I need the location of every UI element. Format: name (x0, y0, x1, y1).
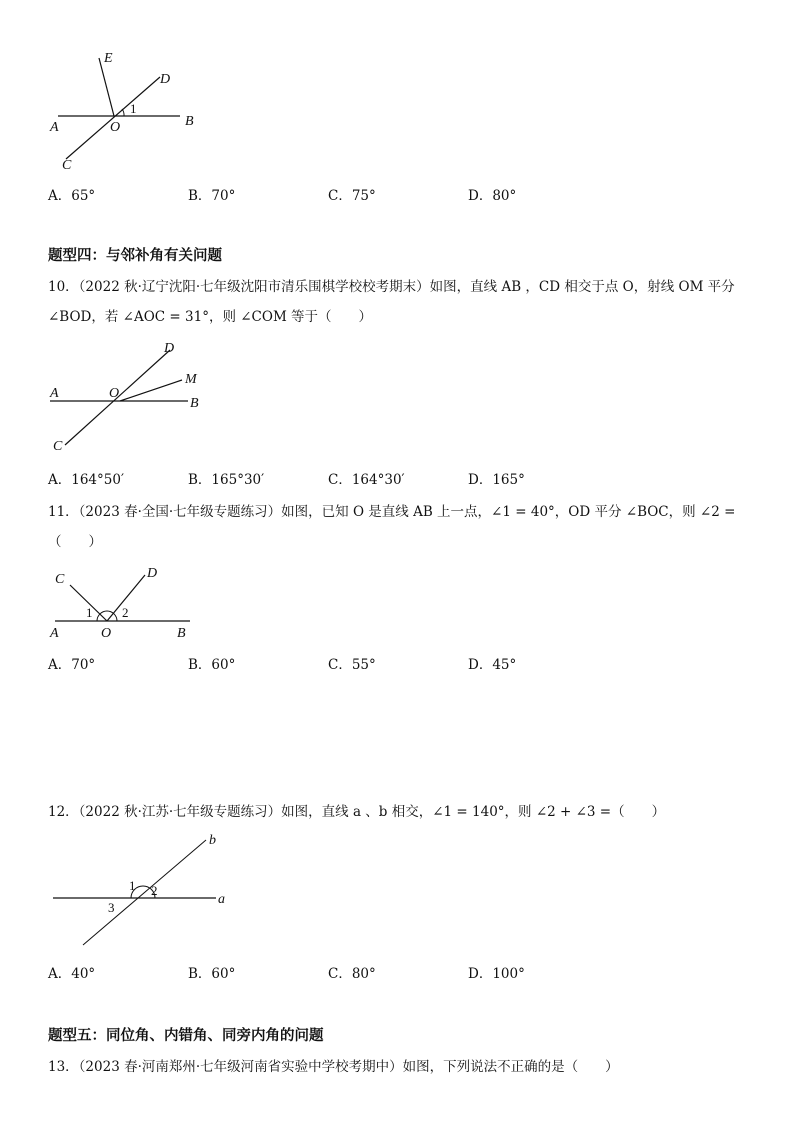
q10-stem-line1: 10．（2022 秋·辽宁沈阳·七年级沈阳市清乐围棋学校校考期末）如图，直线 AB ，CD 相交于点 O，射线 OM 平分 (48, 279, 735, 295)
label-m: M (185, 372, 197, 387)
q12-option-d[interactable] (468, 962, 525, 982)
option-letter: B． (188, 966, 212, 982)
option-text: 60° (211, 657, 236, 673)
q12-option-a[interactable] (48, 962, 95, 982)
line-b (83, 840, 206, 945)
option-letter: B． (188, 657, 212, 673)
ray-oe (99, 58, 114, 116)
option-letter: D． (468, 657, 493, 673)
option-text: 70° (211, 188, 236, 204)
q10-stem-line2: ∠BOD，若 ∠AOC = 31°，则 ∠COM 等于（ ） (48, 309, 373, 325)
q11-option-c[interactable] (328, 653, 376, 673)
q10-option-d[interactable] (468, 468, 525, 488)
option-letter: C． (328, 966, 352, 982)
label-angle-3: 3 (108, 900, 115, 915)
q9-option-c[interactable] (328, 184, 376, 204)
option-letter: C． (328, 472, 352, 488)
label-angle-1: 1 (86, 605, 93, 620)
label-angle-1: 1 (129, 878, 136, 893)
option-text: 40° (71, 966, 96, 982)
option-text: 165° (492, 472, 525, 488)
q11-option-b[interactable] (188, 653, 235, 673)
q12-figure (48, 830, 248, 955)
q11-stem-line1: 11．（2023 春·全国·七年级专题练习）如图，已知 O 是直线 AB 上一点，∠1 = 40°，OD 平分 ∠BOC，则 ∠2 = (48, 504, 736, 520)
option-text: 60° (211, 966, 236, 982)
label-a: A (50, 120, 59, 135)
label-angle-2: 2 (151, 883, 158, 898)
label-c: C (53, 439, 63, 454)
q11-option-d[interactable] (468, 653, 516, 673)
label-d: D (160, 72, 171, 87)
label-c: C (62, 158, 72, 173)
q10-option-a[interactable] (48, 468, 124, 488)
section-heading-5: 题型五：同位角、内错角、同旁内角的问题 (48, 1028, 324, 1044)
q11-stem-line2: （ ） (48, 534, 102, 550)
q9-option-d[interactable] (468, 184, 516, 204)
q12-option-c[interactable] (328, 962, 376, 982)
option-letter: A． (48, 188, 72, 204)
label-angle-1: 1 (130, 101, 137, 116)
option-letter: A． (48, 472, 72, 488)
q13-stem-line1: 13．（2023 春·河南郑州·七年级河南省实验中学校考期中）如图，下列说法不正确的是（ ） (48, 1059, 619, 1075)
q11-figure (40, 558, 210, 643)
option-text: 164°50′ (71, 472, 125, 488)
option-text: 164°30′ (351, 472, 405, 488)
label-a: a (218, 892, 225, 907)
label-b: B (185, 114, 194, 129)
label-b: b (209, 833, 216, 848)
option-text: 80° (351, 966, 376, 982)
q9-option-b[interactable] (188, 184, 235, 204)
label-a: A (50, 626, 59, 641)
option-text: 70° (71, 657, 96, 673)
section-heading-4: 题型四：与邻补角有关问题 (48, 248, 222, 264)
option-letter: D． (468, 472, 493, 488)
label-o: O (101, 626, 112, 641)
option-letter: C． (328, 657, 352, 673)
option-text: 65° (71, 188, 96, 204)
label-c: C (55, 572, 65, 587)
option-letter: D． (468, 188, 493, 204)
label-d: D (164, 341, 175, 356)
q10-figure (40, 335, 220, 460)
q10-option-b[interactable] (188, 468, 264, 488)
option-text: 165°30′ (211, 472, 265, 488)
label-b: B (177, 626, 186, 641)
line-cd (66, 77, 160, 159)
option-letter: C． (328, 188, 352, 204)
label-a: A (50, 386, 59, 401)
option-text: 45° (492, 657, 517, 673)
label-d: D (147, 566, 158, 581)
option-letter: D． (468, 966, 493, 982)
option-text: 100° (492, 966, 525, 982)
option-text: 55° (351, 657, 376, 673)
q9-figure (40, 45, 220, 175)
label-o: O (110, 120, 121, 135)
option-letter: B． (188, 472, 212, 488)
q12-stem-line1: 12．（2022 秋·江苏·七年级专题练习）如图，直线 a 、b 相交，∠1 = 140°，则 ∠2 + ∠3 =（ ） (48, 804, 666, 820)
label-e: E (104, 51, 113, 66)
q9-option-a[interactable] (48, 184, 95, 204)
label-angle-2: 2 (122, 605, 129, 620)
label-o: O (109, 386, 120, 401)
angle-1-arc (122, 109, 124, 116)
option-text: 80° (492, 188, 517, 204)
option-letter: B． (188, 188, 212, 204)
label-b: B (190, 396, 199, 411)
option-letter: A． (48, 966, 72, 982)
ray-om (120, 380, 182, 401)
option-text: 75° (351, 188, 376, 204)
q11-option-a[interactable] (48, 653, 95, 673)
q10-option-c[interactable] (328, 468, 405, 488)
option-letter: A． (48, 657, 72, 673)
q12-option-b[interactable] (188, 962, 235, 982)
